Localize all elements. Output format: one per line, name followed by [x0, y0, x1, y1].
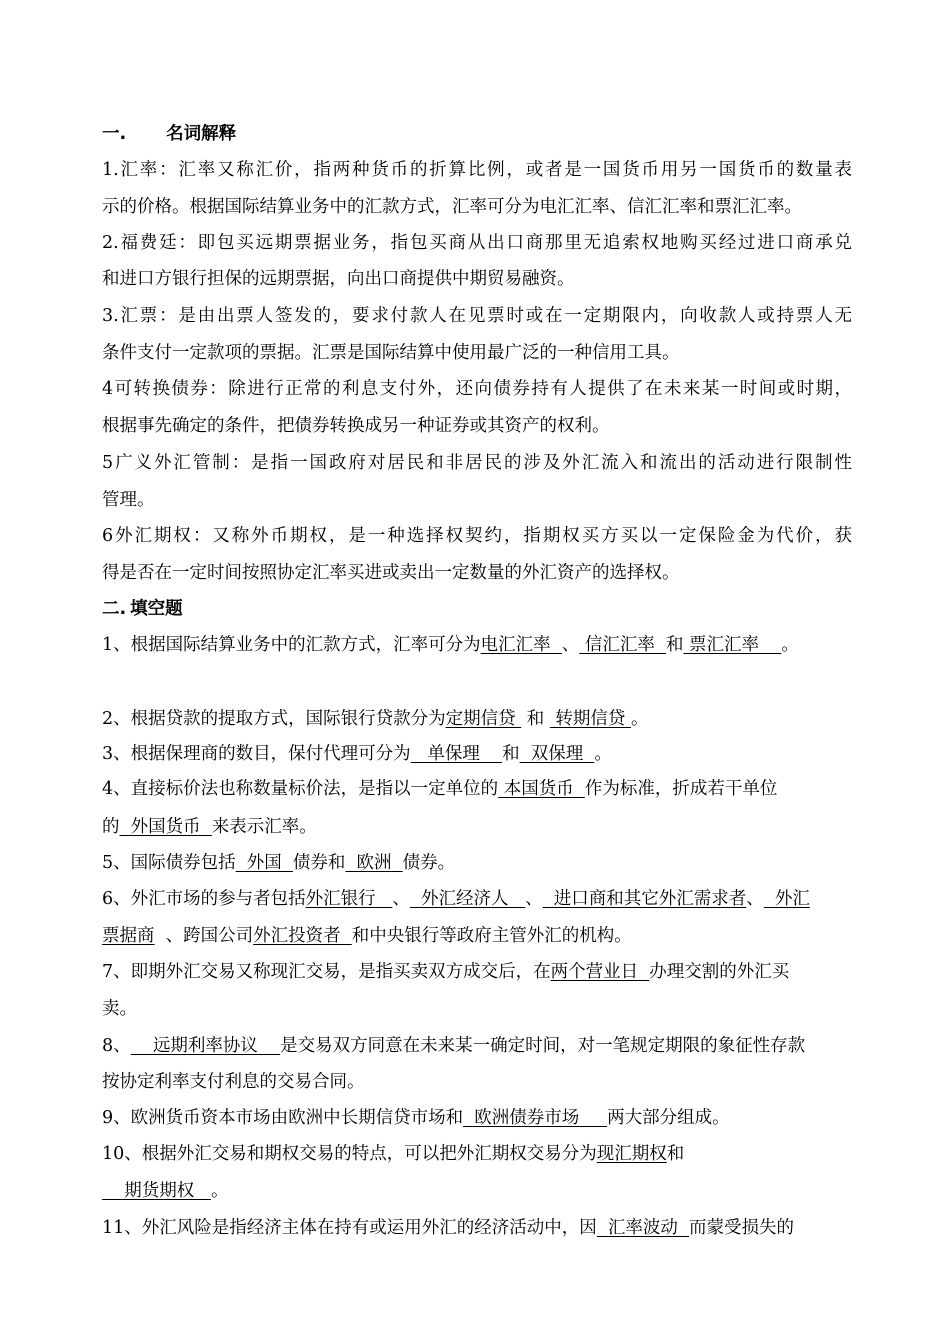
- answer-blank: 汇率波动: [596, 1218, 690, 1238]
- question-text: 11、外汇风险是指经济主体在持有或运用外汇的经济活动中，因: [102, 1218, 597, 1238]
- question-6-continued: [102, 923, 852, 949]
- question-text: 8、: [102, 1036, 131, 1056]
- definition-line: 得是否在一定时间按照协定汇率买进或卖出一定数量的外汇资产的选择权。: [102, 563, 680, 583]
- answer-blank: 本国货币: [498, 779, 585, 799]
- answer-blank: 欧洲: [345, 853, 403, 873]
- question-text: 。: [630, 709, 649, 729]
- answer-blank: 票汇汇率: [683, 635, 782, 655]
- question-6: [102, 886, 852, 912]
- definition-line: 2.福费廷：即包买远期票据业务，指包买商从出口商那里无追索权地购买经过进口商承兑: [102, 233, 852, 253]
- answer-blank: 外汇: [763, 889, 810, 909]
- question-text: 、跨国公司: [154, 926, 254, 946]
- answer-blank: 外汇银行: [305, 889, 393, 909]
- answer-blank: 进口商和其它外汇需求者: [542, 889, 747, 909]
- question-text: 两大部分组成。: [607, 1108, 730, 1128]
- section-heading-fill-in: [102, 596, 852, 622]
- definition-line: 根据事先确定的条件，把债券转换成另一种证券或其资产的权利。: [102, 416, 610, 436]
- question-text: 办理交割的外汇买: [649, 962, 790, 982]
- question-3: [102, 741, 852, 767]
- definition-line: 4可转换债券：除进行正常的利息支付外，还向债券持有人提供了在未来某一时间或时期，: [102, 379, 852, 399]
- answer-blank: 外国货币: [119, 817, 212, 837]
- question-text: 、: [392, 889, 410, 909]
- question-text: 的: [102, 817, 120, 837]
- answer-blank: 外汇投资者: [253, 926, 352, 946]
- section-title: 名词解释: [166, 124, 237, 144]
- question-text: 和: [521, 709, 550, 729]
- answer-blank: 外汇经济人: [409, 889, 526, 909]
- answer-blank: 欧洲债券市场: [463, 1108, 608, 1128]
- section-title: 填空题: [130, 599, 183, 619]
- question-text: 9、欧洲货币资本市场由欧洲中长期信贷市场和: [102, 1108, 464, 1128]
- question-text: 6、外汇市场的参与者包括: [102, 889, 306, 909]
- question-text: 债券和: [292, 853, 346, 873]
- question-text: 、: [525, 889, 543, 909]
- definition-line: 5广义外汇管制：是指一国政府对居民和非居民的涉及外汇流入和流出的活动进行限制性: [102, 453, 852, 473]
- answer-blank: 外国: [235, 853, 293, 873]
- answer-blank: 期货期权: [102, 1181, 211, 1201]
- question-8-continued: 按协定利率支付利息的交易合同。: [102, 1072, 365, 1092]
- question-text: 1、根据国际结算业务中的汇款方式，汇率可分为: [102, 635, 481, 655]
- question-4-continued: [102, 814, 852, 840]
- question-4: [102, 776, 852, 802]
- definition-line: 3.汇票：是由出票人签发的，要求付款人在见票时或在一定期限内，向收款人或持票人无: [102, 306, 852, 326]
- question-text: 3、根据保理商的数目，保付代理可分为: [102, 744, 411, 764]
- question-text: 债券。: [402, 853, 456, 873]
- question-text: 10、根据外汇交易和期权交易的特点，可以把外汇期权交易分为: [102, 1144, 597, 1164]
- question-5: [102, 850, 852, 876]
- answer-blank: 双保理: [519, 744, 595, 764]
- answer-blank: 电汇汇率: [480, 635, 562, 655]
- answer-blank: 定期信贷: [445, 709, 522, 729]
- question-8: [102, 1033, 852, 1059]
- question-9: [102, 1105, 852, 1131]
- question-text: 4、直接标价法也称数量标价法，是指以一定单位的: [102, 779, 499, 799]
- answer-blank: 两个营业日: [550, 962, 650, 982]
- question-text: 作为标准，折成若干单位: [584, 779, 778, 799]
- question-10-continued: [102, 1178, 852, 1204]
- question-text: 、: [561, 635, 580, 655]
- question-text: 和: [502, 744, 520, 764]
- answer-blank: 现汇期权: [596, 1144, 667, 1164]
- definition-line: 管理。: [102, 490, 155, 510]
- question-11: [102, 1215, 852, 1241]
- definition-line: 条件支付一定款项的票据。汇票是国际结算中使用最广泛的一种信用工具。: [102, 343, 680, 363]
- answer-blank: 远期利率协议: [130, 1036, 281, 1056]
- question-2: [102, 706, 852, 732]
- question-text: 和中央银行等政府主管外汇的机构。: [351, 926, 632, 946]
- question-7-continued: 卖。: [102, 999, 137, 1019]
- question-10: [102, 1141, 852, 1167]
- question-text: 而蒙受损失的: [689, 1218, 795, 1238]
- question-text: 和: [666, 1144, 685, 1164]
- answer-blank: 票据商: [102, 926, 155, 946]
- question-text: 和: [665, 635, 684, 655]
- definition-line: 示的价格。根据国际结算业务中的汇款方式，汇率可分为电汇汇率、信汇汇率和票汇汇率。: [102, 197, 802, 217]
- question-1: [102, 632, 852, 658]
- section-number: 二.: [102, 599, 127, 619]
- question-text: 。: [781, 635, 799, 655]
- definition-line: 和进口方银行担保的远期票据，向出口商提供中期贸易融资。: [102, 269, 575, 289]
- question-text: 、: [746, 889, 764, 909]
- question-text: 来表示汇率。: [211, 817, 317, 837]
- question-text: 。: [594, 744, 612, 764]
- answer-blank: 单保理: [410, 744, 503, 764]
- question-7: [102, 959, 852, 985]
- question-text: 7、即期外汇交易又称现汇交易，是指买卖双方成交后，在: [102, 962, 551, 982]
- answer-blank: 信汇汇率: [579, 635, 666, 655]
- question-text: 5、国际债券包括: [102, 853, 236, 873]
- question-text: 是交易双方同意在未来某一确定时间，对一笔规定期限的象征性存款: [280, 1036, 806, 1056]
- definition-line: 1.汇率：汇率又称汇价，指两种货币的折算比例，或者是一国货币用另一国货币的数量表: [102, 160, 852, 180]
- section-number: 一.: [102, 124, 127, 144]
- section-heading-definitions: [102, 121, 852, 147]
- question-text: 2、根据贷款的提取方式，国际银行贷款分为: [102, 709, 446, 729]
- question-text: 。: [210, 1181, 229, 1201]
- definition-line: 6外汇期权：又称外币期权，是一种选择权契约，指期权买方买以一定保险金为代价，获: [102, 526, 852, 546]
- answer-blank: 转期信贷: [549, 709, 631, 729]
